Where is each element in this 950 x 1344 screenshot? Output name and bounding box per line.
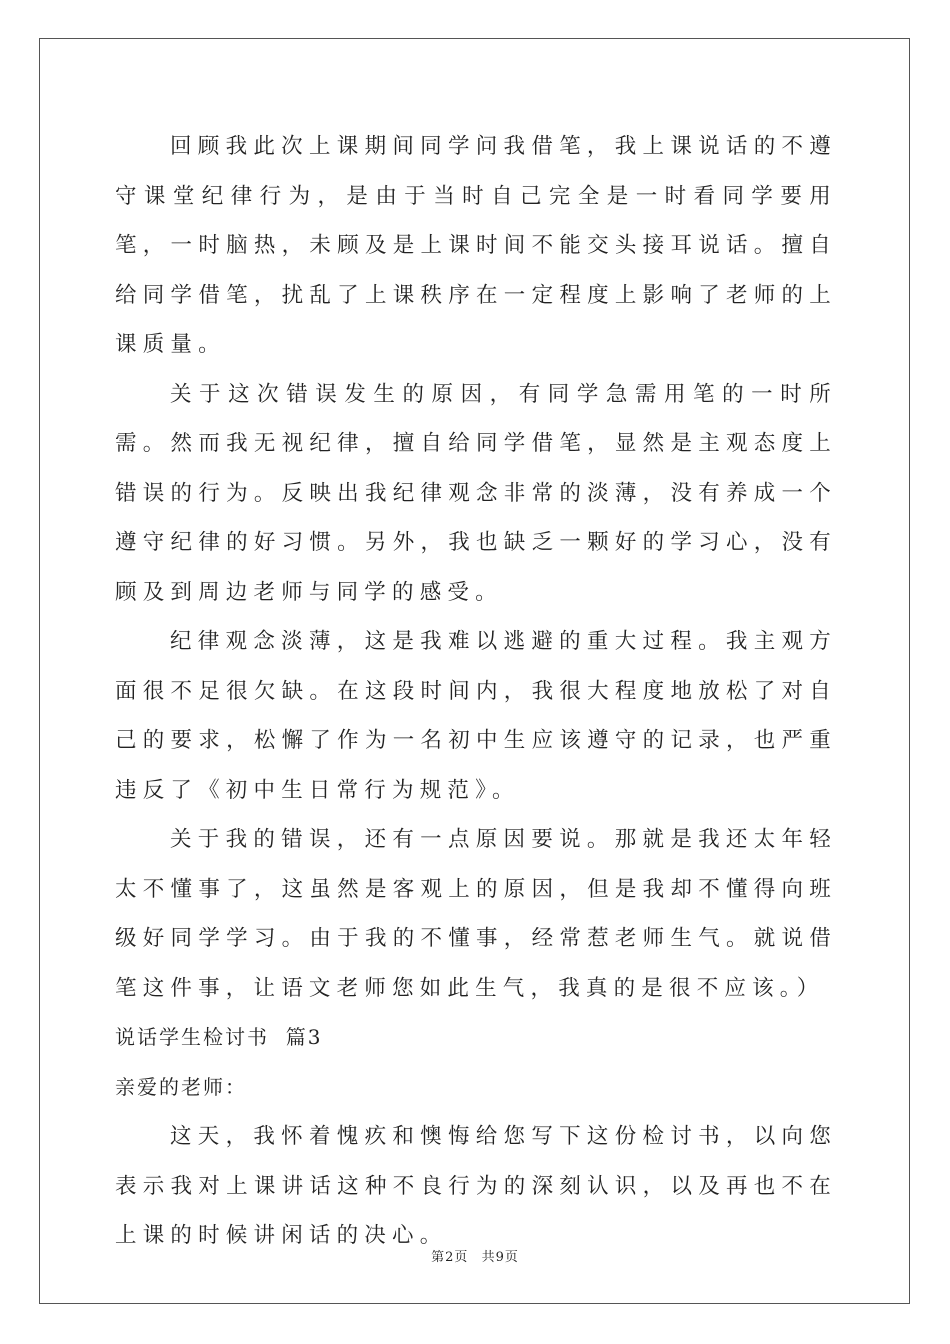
salutation: 亲爱的老师：	[115, 1074, 247, 1099]
page-number-footer	[0, 1246, 950, 1265]
total-pages: 共9页	[481, 1250, 519, 1265]
document-body	[115, 122, 837, 1261]
current-page: 第2页	[431, 1250, 469, 1265]
body-paragraph-1: 回顾我此次上课期间同学问我借笔，我上课说话的不遵守课堂纪律行为，是由于当时自己完全是一时看同学要用笔，一时脑热，未顾及是上课时间不能交头接耳说话。擅自给同学借笔，扰乱了上课秩序在一定程度上影响了老师的上课质量。	[115, 134, 837, 357]
body-paragraph-2: 关于这次错误发生的原因，有同学急需用笔的一时所需。然而我无视纪律，擅自给同学借笔，显然是主观态度上错误的行为。反映出我纪律观念非常的淡薄，没有养成一个遵守纪律的好习惯。另外，我也缺乏一颗好的学习心，没有顾及到周边老师与同学的感受。	[115, 381, 837, 605]
body-paragraph-3: 纪律观念淡薄，这是我难以逃避的重大过程。我主观方面很不足很欠缺。在这段时间内，我很大程度地放松了对自己的要求，松懈了作为一名初中生应该遵守的记录，也严重违反了《初中生日常行为规范》。	[115, 629, 837, 803]
section-title: 说话学生检讨书 篇3	[115, 1025, 323, 1049]
letter-paragraph: 这天，我怀着愧疚和懊悔给您写下这份检讨书，以向您表示我对上课讲话这种不良行为的深刻认识，以及再也不在上课的时候讲闲话的决心。	[115, 1124, 837, 1248]
body-paragraph-4: 关于我的错误，还有一点原因要说。那就是我还太年轻太不懂事了，这虽然是客观上的原因，但是我却不懂得向班级好同学学习。由于我的不懂事，经常惹老师生气。就说借笔这件事，让语文老师您如此生气，我真的是很不应该。）	[115, 827, 837, 1001]
